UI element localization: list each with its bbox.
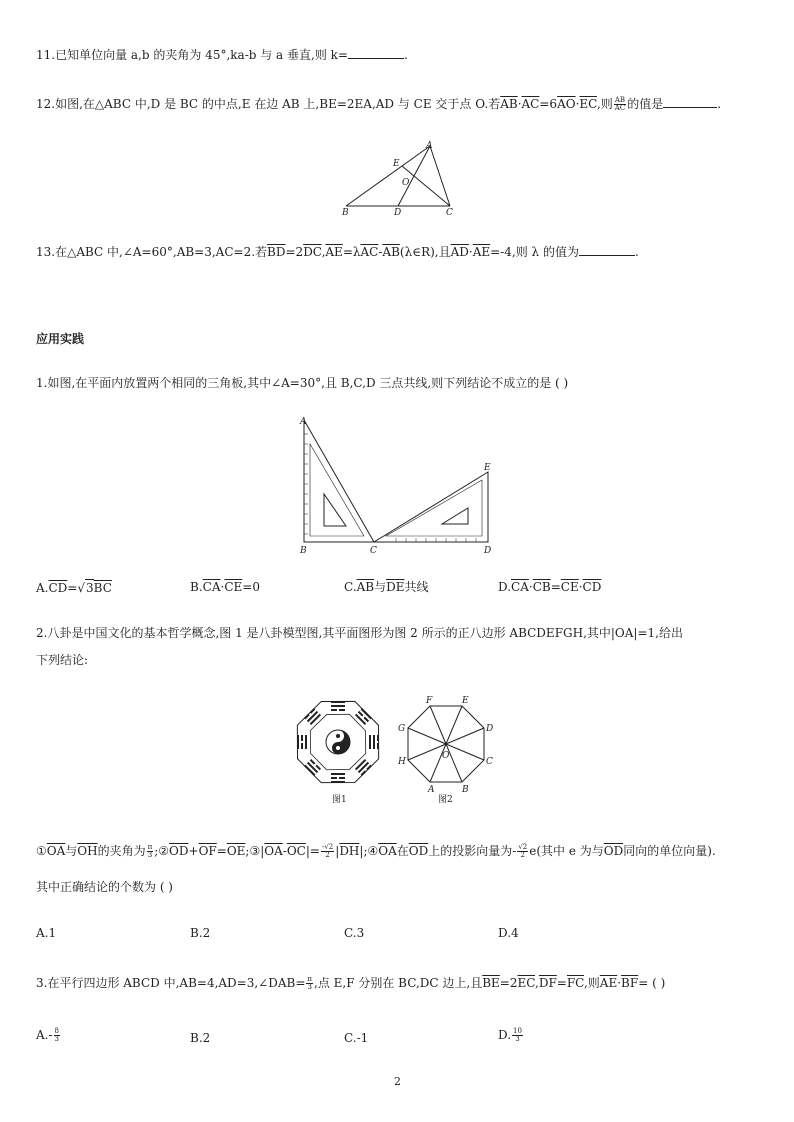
option-b[interactable]: B.2 [190, 926, 211, 940]
bagua-figure [290, 696, 386, 806]
label-o: O [442, 751, 450, 761]
left-triangle [304, 420, 374, 542]
label-o: O [402, 178, 410, 188]
octagon-figure [396, 696, 500, 806]
label-e: E [484, 463, 491, 473]
label-b: B [462, 785, 469, 795]
option-c[interactable]: C.-1 [344, 1031, 369, 1045]
page-number: 2 [394, 1075, 401, 1088]
option-b[interactable]: B.2 [190, 1031, 211, 1045]
edge-ab [346, 146, 430, 206]
label-b: B [300, 546, 307, 556]
label-d: D [394, 208, 402, 218]
answer-blank [348, 46, 404, 59]
option-d[interactable]: D.4 [498, 926, 519, 940]
answer-blank [663, 95, 717, 108]
option-d[interactable]: $D.\overline{CA}\cdot\overline{CB}=\overline{CE}\cdot\overline{CD}$ [498, 580, 602, 594]
fraction: $\frac{AB}{AC}$ [614, 96, 626, 112]
label-f: F [426, 696, 433, 706]
option-a[interactable]: $A.\overline{CD}=√3\overline{BC}$ [36, 581, 112, 595]
right-triangle-hole [442, 508, 468, 524]
question-13: 13.在△ABC 中,∠A=60°,AB=3,AC=2.若$\overline{BD}=2\overline{DC},\overline{AE}=\lambda\overline{AC}-\overline{AB}(\lambda\in R)$,且$\overline{AD}\cdot\overline{AE}=-4$,则 λ 的值为 . [36, 245, 639, 259]
label-e: E [462, 696, 469, 706]
figure-2-caption: 图2 [438, 795, 453, 805]
answer-blank [579, 243, 635, 256]
option-a[interactable]: A.- $\frac{8}{3}$ [36, 1027, 60, 1043]
left-triangle-hole [324, 494, 346, 526]
option-a[interactable]: A.1 [36, 926, 57, 940]
practice-question-1: 1.如图,在平面内放置两个相同的三角板,其中∠A=30°,且 B,C,D 三点共线,则下列结论不成立的是 ( ) [36, 376, 569, 390]
label-a: A [300, 417, 307, 427]
edge-ac [430, 146, 450, 206]
practice-question-2-line4: 其中正确结论的个数为 ( ) [36, 880, 173, 894]
right-triangle [374, 472, 488, 542]
option-d[interactable]: D. $\frac{10}{3}$ [498, 1027, 522, 1043]
question-12: 12.如图,在△ABC 中,D 是 BC 的中点,E 在边 AB 上,BE=2EA,AD 与 CE 交于点 O.若$\overline{AB}\cdot\overline{AC}=6\overline{AO}\cdot\overline{EC}$,则 $\frac{AB}{AC}$ 的值是 . [36, 96, 722, 112]
set-squares-figure [296, 414, 502, 556]
practice-question-3: 3.在平行四边形 ABCD 中,AB=4,AD=3,∠DAB= $\frac{\pi}{3}$ ,点 E,F 分别在 BC,DC 边上,且$\overline{BE}=2\overline{EC},\overline{DF}=\overline{FC}$,则$\overline{AE}\cdot\overline{BF}=$ ( ) [36, 975, 666, 991]
label-h: H [398, 757, 406, 767]
q11-text: 11.已知单位向量 a,b 的夹角为 45°,ka-b 与 a 垂直,则 k= [36, 48, 348, 62]
label-c: C [446, 208, 453, 218]
option-c[interactable]: $C.\overline{AB}$与$\overline{DE}$共线 [344, 580, 429, 594]
label-g: G [398, 724, 406, 734]
practice-question-2-line2: 下列结论: [36, 653, 89, 667]
label-c: C [370, 546, 377, 556]
label-a: A [428, 785, 435, 795]
practice-question-2-statements: $①\overline{OA}$与$\overline{OH}$的夹角为 $\frac{\pi}{3}$ $;②\overline{OD}+\overline{OF}=\overline{OE};③|\overline{OA}-\overline{OC}|=$ $\frac{-√2}{2}$ $|\overline{DH}|;④\overline{OA}$在$\overline{OD}$上的投影向量为- $\frac{√2}{2}$ e(其中 e 为与$\overline{OD}$同向的单位向量). [36, 843, 716, 859]
label-e: E [393, 159, 400, 169]
triangle-figure [336, 140, 462, 218]
option-b[interactable]: $B.\overline{CA}\cdot\overline{CE}=0$ [190, 580, 260, 594]
label-a: A [426, 141, 433, 151]
label-c: C [486, 757, 493, 767]
option-c[interactable]: C.3 [344, 926, 365, 940]
practice-question-2-line1: 2.八卦是中国文化的基本哲学概念,图 1 是八卦模型图,其平面图形为图 2 所示的正八边形 ABCDEFGH,其中|OA|=1,给出 [36, 626, 683, 640]
label-d: D [484, 546, 492, 556]
section-title: 应用实践 [36, 332, 85, 346]
question-11: 11.已知单位向量 a,b 的夹角为 45°,ka-b 与 a 垂直,则 k= . [36, 48, 408, 62]
figure-1-caption: 图1 [332, 795, 347, 805]
label-b: B [342, 208, 349, 218]
label-d: D [486, 724, 494, 734]
